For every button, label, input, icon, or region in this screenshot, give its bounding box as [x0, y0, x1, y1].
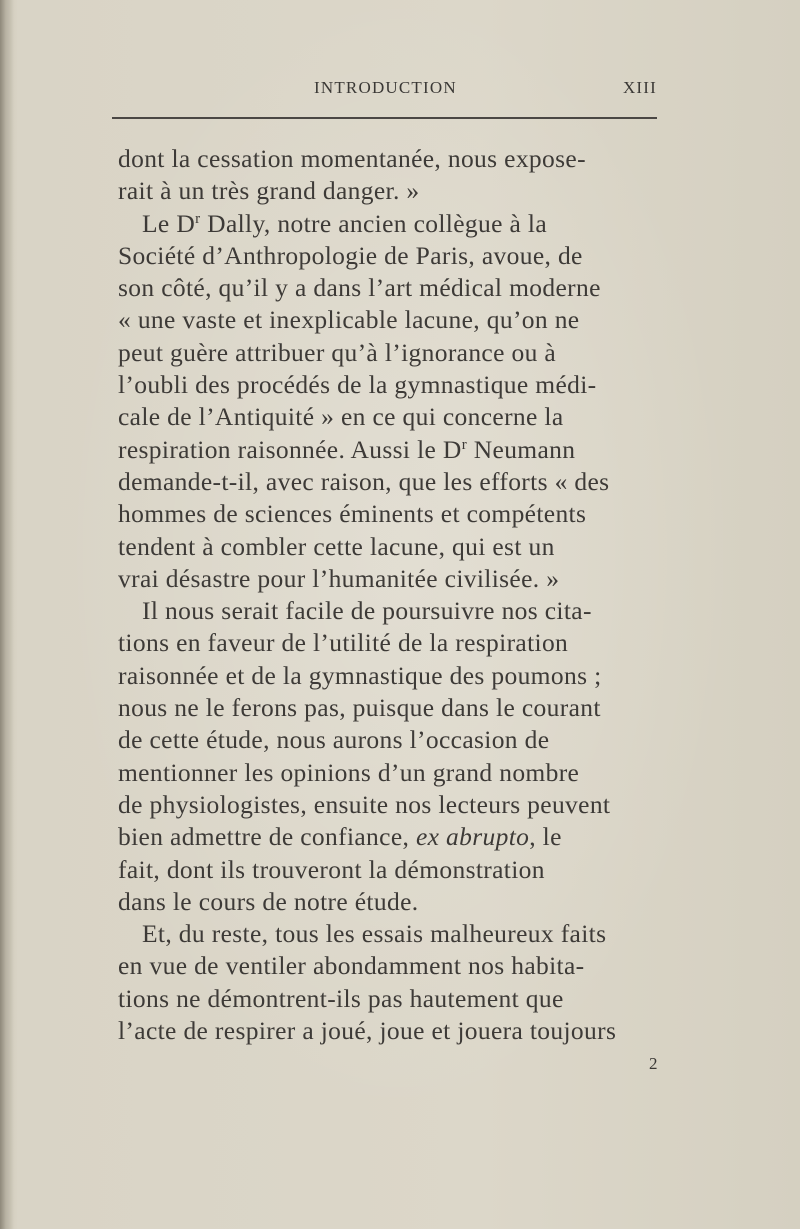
text-line: respiration raisonnée. Aussi le $D^r$ Neumann [118, 434, 576, 464]
text-line: hommes de sciences éminents et compétents [118, 499, 587, 529]
text-line: Le $D^r$ Dally, notre ancien collègue à la [142, 208, 548, 238]
text-line: Et, du reste, tous les essais malheureux faits [142, 919, 607, 949]
text-line: dont la cessation momentanée, nous expose- [118, 144, 586, 173]
text-line: peut guère attribuer qu’à l’ignorance ou à [118, 337, 557, 367]
text-line: « une vaste et inexplicable lacune, qu’on ne [118, 305, 580, 335]
text-line: cale de l’Antiquité » en ce qui concerne la [118, 402, 564, 432]
text-line: l’oubli des procédés de la gymnastique médi- [118, 370, 597, 400]
text-line: raisonnée et de la gymnastique des poumons ; [118, 660, 602, 690]
text-line: Il nous serait facile de poursuivre nos cita- [142, 596, 592, 626]
text-line: tions ne démontrent-ils pas hautement que [118, 983, 564, 1013]
signature-mark: 2 [649, 1054, 658, 1073]
header-rule [112, 117, 657, 119]
text-line: dans le cours de notre étude. [118, 886, 419, 916]
text-line: en vue de ventiler abondamment nos habita- [118, 951, 585, 981]
running-head [112, 78, 657, 100]
text-line: l’acte de respirer a joué, joue et jouera toujours [118, 1016, 617, 1046]
text-line: mentionner les opinions d’un grand nombre [118, 757, 580, 787]
page-spine-shadow [0, 0, 14, 1229]
text-line: vrai désastre pour l’humanitée civilisée. » [118, 563, 560, 593]
page-number: XIII [622, 78, 657, 97]
text-line: nous ne le ferons pas, puisque dans le courant [118, 693, 601, 723]
text-line: tendent à combler cette lacune, qui est un [118, 531, 555, 561]
text-line: demande-t-il, avec raison, que les efforts « des [118, 466, 610, 496]
text-line: fait, dont ils trouveront la démonstration [118, 854, 545, 884]
text-line: son côté, qu’il y a dans l’art médical moderne [118, 273, 601, 303]
text-line: de cette étude, nous aurons l’occasion de [118, 725, 550, 755]
text-line: Société d’Anthropologie de Paris, avoue, de [118, 240, 583, 270]
body-text [118, 143, 678, 1047]
running-title: INTRODUCTION [314, 78, 457, 97]
text-line: rait à un très grand danger. » [118, 176, 420, 206]
text-line: tions en faveur de l’utilité de la respiration [118, 628, 569, 658]
text-line: bien admettre de confiance, ex abrupto, le [118, 822, 562, 852]
text-line: de physiologistes, ensuite nos lecteurs peuvent [118, 789, 611, 819]
